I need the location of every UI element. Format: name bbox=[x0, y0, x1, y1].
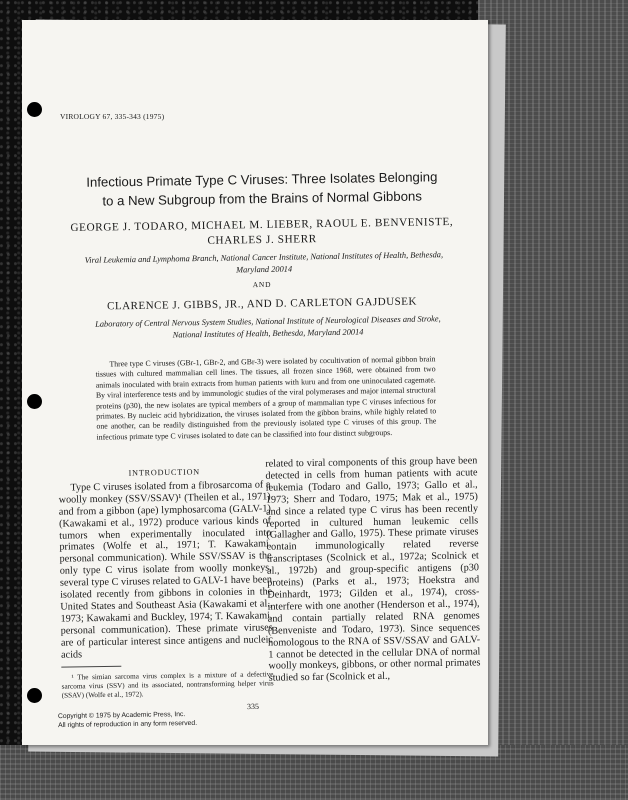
title-line-2: to a New Subgroup from the Brains of Normal Gibbons bbox=[102, 188, 423, 209]
affiliation-1-line-1: Viral Leukemia and Lymphoma Branch, National Cancer Institute, National Institutes of Health, Bethesda, bbox=[84, 250, 444, 265]
authors-line-1: GEORGE J. TODARO, MICHAEL M. LIEBER, RAOUL E. BENVENISTE, bbox=[70, 215, 454, 235]
introduction-heading: INTRODUCTION bbox=[128, 467, 201, 478]
affiliation-2-line-2: National Institutes of Health, Bethesda, Maryland 20014 bbox=[172, 327, 364, 340]
and-separator: AND bbox=[252, 279, 272, 290]
column-right-body: related to viral components of this group have been detected in cells from human patients with acute leukemia (Todaro and Gallo, 1973; Gallo et al., 1973; Sherr and Todaro, 1975; Mak et al., 1975) and since a related type C virus has been recently reported in cultured human leukemic cells (Gallagher and Gallo, 1975). These primate viruses contain immunologically related reverse transcriptases (Scolnick et al., 1972a; Scolnick et al., 1972b) and group-specific antigens (p30 proteins) (Parks et al., 1973; Hoekstra and Deinhardt, 1973; Gilden et al., 1974), cross-interfere with one another (Henderson et al., 1974), and contain partially related RNA genomes (Benveniste and Todaro, 1973). Since sequences homologous to the RNA of SSV/SSAV and GALV-1 cannot be detected in the cellular DNA of normal woolly monkeys, gibbons, or other normal primates studied so far (Scolnick et al., bbox=[265, 455, 481, 684]
authors-group-1 bbox=[62, 215, 462, 251]
punch-hole-middle bbox=[27, 394, 42, 409]
copyright-line-2: All rights of reproduction in any form reserved. bbox=[58, 719, 198, 729]
page-number: 335 bbox=[246, 701, 260, 712]
paper-page bbox=[22, 20, 488, 745]
footnote: ¹ The simian sarcoma virus complex is a mixture of a defective sarcoma virus (SSV) and its associated, nontransforming helper virus (SSAV) (Wolfe et al., 1972). bbox=[61, 669, 274, 700]
authors-line-2: CHARLES J. SHERR bbox=[207, 233, 317, 247]
affiliation-1-line-2: Maryland 20014 bbox=[235, 264, 293, 275]
abstract: Three type C viruses (GBr-1, GBr-2, and GBr-3) were isolated by cocultivation of normal gibbon brain tissues with cultured mammalian cell lines. The tissues, all frozen since 1968, were obtained from two animals inoculated with brain extracts from human patients with kuru and from one uninoculated cagemate. By viral interference tests and by immunologic studies of the viral polymerases and major internal structural proteins (p30), the new isolates are typical members of a group of mammalian type C viruses infectious for primates. By nucleic acid hybridization, the viruses isolated from the gibbon brains, while highly related to one another, can be readily distinguished from the previously isolated type C viruses of this group. The infectious primate type C viruses isolated to date can be classified into four distinct subgroups. bbox=[95, 354, 437, 442]
affiliation-2-line-1: Laboratory of Central Nervous System Studies, National Institute of Neurological Diseases and Stroke, bbox=[95, 314, 441, 329]
affiliation-1 bbox=[58, 249, 470, 279]
punch-hole-top bbox=[27, 102, 42, 117]
paper-title bbox=[62, 167, 463, 211]
copyright-line-1: Copyright © 1975 by Academic Press, Inc. bbox=[57, 711, 186, 721]
column-left bbox=[58, 465, 274, 700]
journal-reference: VIROLOGY 67, 335-343 (1975) bbox=[60, 112, 165, 121]
introduction-body: Type C viruses isolated from a fibrosarcoma of a woolly monkey (SSV/SSAV)¹ (Theilen et al., 1971) and from a gibbon (ape) lymphosarcoma (GALV-1) (Kawakami et al., 1972) produce various kinds of tumors when experimentally inoculated into primates (Wolfe et al., 1971; T. Kawakami, personal communication). While SSV/SSAV is the only type C virus isolate from woolly monkeys, several type C viruses related to GALV-1 have been isolated recently from gibbons in colonies in the United States and Southeast Asia (Kawakami et al., 1973; Kawakami and Buckley, 1974; T. Kawakami, personal communication). These primate viruses are of particular interest since antigens and nucleic acids bbox=[58, 479, 273, 661]
authors-group-2: CLARENCE J. GIBBS, JR., AND D. CARLETON GAJDUSEK bbox=[107, 295, 417, 313]
column-right bbox=[265, 455, 481, 685]
copyright-notice bbox=[58, 711, 197, 730]
title-line-1: Infectious Primate Type C Viruses: Three Isolates Belonging bbox=[86, 169, 438, 190]
affiliation-2 bbox=[58, 313, 478, 344]
footnote-rule bbox=[61, 665, 121, 667]
punch-hole-bottom bbox=[27, 688, 42, 703]
